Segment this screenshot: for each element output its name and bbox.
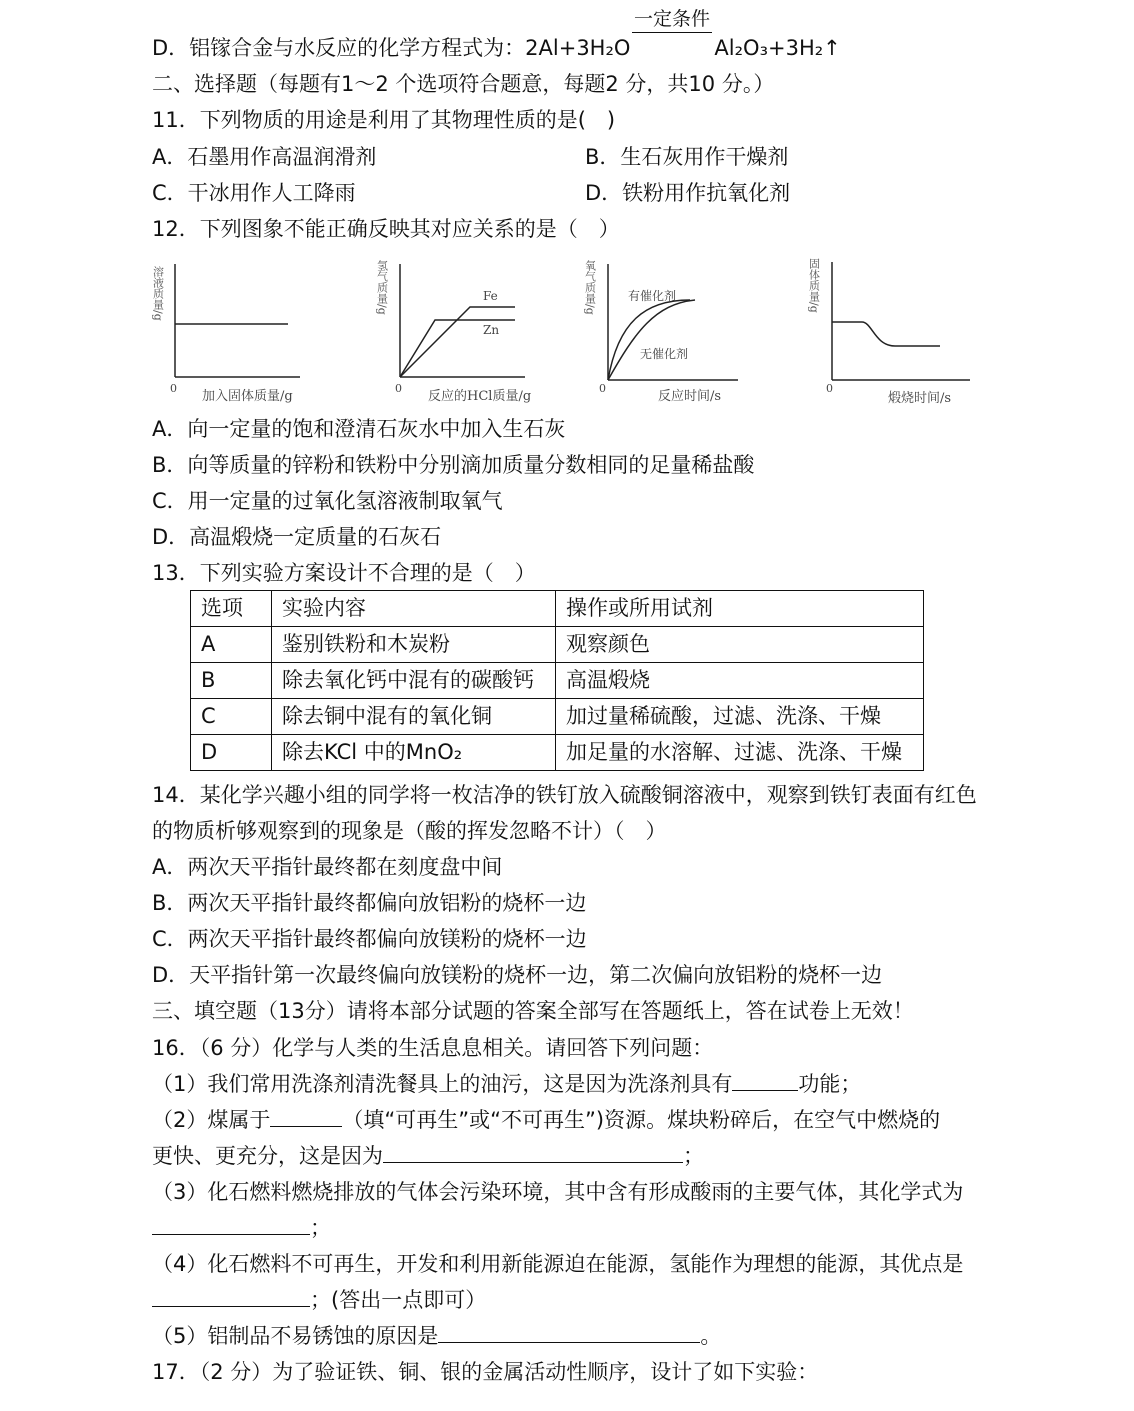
q16-2-text-cont: 更快、更充分，这是因为 bbox=[152, 1144, 383, 1168]
graph-b-ylabel: 氢气质量/g bbox=[375, 260, 389, 315]
table-cell: 鉴别铁粉和木炭粉 bbox=[272, 627, 556, 663]
graph-b-fe-line bbox=[400, 307, 515, 377]
graph-a-xlabel: 加入固体质量/g bbox=[202, 389, 293, 404]
graph-c-catalyst-label: 有催化剂 bbox=[628, 289, 677, 303]
q16-1-text: （1）我们常用洗涤剂清洗餐具上的油污，这是因为洗涤剂具有 bbox=[152, 1072, 733, 1096]
graph-b-xlabel: 反应的HCl质量/g bbox=[428, 389, 532, 404]
table-header-cell: 选项 bbox=[191, 591, 272, 627]
table-row bbox=[191, 663, 924, 699]
graph-d-origin: 0 bbox=[826, 382, 833, 395]
q16-part-2 bbox=[152, 1106, 940, 1134]
q14-option-b: B．两次天平指针最终都偏向放铝粉的烧杯一边 bbox=[152, 891, 587, 915]
answer-blank[interactable] bbox=[152, 1214, 310, 1235]
table-cell: 除去氧化钙中混有的碳酸钙 bbox=[272, 663, 556, 699]
q16-part-4: （4）化石燃料不可再生，开发和利用新能源迫在能源，氢能作为理想的能源，其优点是 bbox=[152, 1252, 964, 1276]
q13-table bbox=[190, 590, 924, 771]
q16-part-3-answer bbox=[152, 1214, 331, 1242]
table-cell: D bbox=[191, 735, 272, 771]
table-cell: B bbox=[191, 663, 272, 699]
table-cell: 除去KCl 中的MnO₂ bbox=[272, 735, 556, 771]
reaction-condition: 一定条件 bbox=[632, 6, 712, 33]
table-cell: 除去铜中混有的氧化铜 bbox=[272, 699, 556, 735]
graph-d bbox=[808, 258, 971, 406]
graph-c-ylabel: 氧气质量/g bbox=[583, 260, 597, 315]
question-11: 11．下列物质的用途是利用了其物理性质的是( ) bbox=[152, 108, 616, 132]
question-17: 17．（2 分）为了验证铁、铜、银的金属活动性顺序，设计了如下实验： bbox=[152, 1360, 819, 1384]
q11-option-b: B．生石灰用作干燥剂 bbox=[585, 145, 789, 169]
question-12: 12．下列图象不能正确反映其对应关系的是（ ） bbox=[152, 217, 620, 241]
q14-option-c: C．两次天平指针最终都偏向放镁粉的烧杯一边 bbox=[152, 927, 587, 951]
answer-blank[interactable] bbox=[383, 1142, 683, 1163]
q12-option-a: A．向一定量的饱和澄清石灰水中加入生石灰 bbox=[152, 417, 566, 441]
question-14-cont: 的物质析够观察到的现象是（酸的挥发忽略不计）（ ） bbox=[152, 819, 667, 843]
table-header-cell: 操作或所用试剂 bbox=[556, 591, 924, 627]
graph-d-curve bbox=[832, 322, 940, 346]
q16-2-text-end: ； bbox=[683, 1144, 704, 1168]
q12-option-d: D．高温煅烧一定质量的石灰石 bbox=[152, 525, 442, 549]
table-cell: 加过量稀硫酸，过滤、洗涤、干燥 bbox=[556, 699, 924, 735]
graph-b-origin: 0 bbox=[395, 382, 402, 395]
graph-c-origin: 0 bbox=[599, 382, 606, 395]
graph-a-origin: 0 bbox=[170, 382, 177, 395]
graph-b-fe-label: Fe bbox=[483, 289, 498, 303]
graph-c-catalyst-curve bbox=[608, 300, 690, 380]
section-heading-2: 二、选择题（每题有1～2 个选项符合题意，每题2 分，共10 分。） bbox=[152, 72, 775, 96]
q14-option-d: D．天平指针第一次最终偏向放镁粉的烧杯一边，第二次偏向放铝粉的烧杯一边 bbox=[152, 963, 883, 987]
table-row bbox=[191, 699, 924, 735]
table-row bbox=[191, 627, 924, 663]
table-cell: 观察颜色 bbox=[556, 627, 924, 663]
q16-3-text-end: ； bbox=[310, 1216, 331, 1240]
table-cell: 高温煅烧 bbox=[556, 663, 924, 699]
graph-a-ylabel: 溶液质量/g bbox=[151, 266, 165, 321]
graph-c-no-catalyst-label: 无催化剂 bbox=[640, 347, 689, 361]
answer-blank[interactable] bbox=[438, 1322, 700, 1343]
q16-part-1 bbox=[152, 1070, 861, 1098]
graph-a bbox=[152, 264, 301, 404]
table-cell: C bbox=[191, 699, 272, 735]
q12-graphs bbox=[150, 252, 980, 412]
graph-d-ylabel: 固体质量/g bbox=[807, 258, 821, 313]
question-13: 13．下列实验方案设计不合理的是（ ） bbox=[152, 561, 536, 585]
answer-blank[interactable] bbox=[270, 1106, 342, 1127]
section-heading-3: 三、填空题（13分）请将本部分试题的答案全部写在答题纸上，答在试卷上无效！ bbox=[152, 999, 914, 1023]
table-header-cell: 实验内容 bbox=[272, 591, 556, 627]
q16-part-4-answer bbox=[152, 1286, 486, 1314]
answer-blank[interactable] bbox=[732, 1070, 798, 1091]
option-d-equation: D．铝镓合金与水反应的化学方程式为：2Al+3H₂O Al₂O₃+3H₂↑ bbox=[152, 36, 841, 60]
answer-blank[interactable] bbox=[152, 1286, 310, 1307]
question-14: 14．某化学兴趣小组的同学将一枚洁净的铁钉放入硫酸铜溶液中，观察到铁钉表面有红色 bbox=[152, 783, 977, 807]
q16-part-3: （3）化石燃料燃烧排放的气体会污染环境，其中含有形成酸雨的主要气体，其化学式为 bbox=[152, 1180, 964, 1204]
q12-option-c: C．用一定量的过氧化氢溶液制取氧气 bbox=[152, 489, 503, 513]
table-row bbox=[191, 735, 924, 771]
q14-option-a: A．两次天平指针最终都在刻度盘中间 bbox=[152, 855, 503, 879]
question-16: 16．（6 分）化学与人类的生活息息相关。请回答下列问题： bbox=[152, 1036, 714, 1060]
graph-c-no-catalyst-curve bbox=[608, 300, 695, 380]
graph-c bbox=[584, 259, 739, 404]
q12-option-b: B．向等质量的锌粉和铁粉中分别滴加质量分数相同的足量稀盐酸 bbox=[152, 453, 755, 477]
q11-option-c: C．干冰用作人工降雨 bbox=[152, 181, 356, 205]
q16-2-text: （2）煤属于 bbox=[152, 1108, 271, 1132]
table-cell: A bbox=[191, 627, 272, 663]
q16-2-text-mid: （填“可再生”或“不可再生”)资源。煤块粉碎后，在空气中燃烧的 bbox=[342, 1108, 941, 1132]
q16-4-text-end: ；(答出一点即可） bbox=[310, 1288, 487, 1312]
graph-b-zn-label: Zn bbox=[483, 323, 500, 337]
table-cell: 加足量的水溶解、过滤、洗涤、干燥 bbox=[556, 735, 924, 771]
graph-b bbox=[376, 259, 532, 404]
graph-c-xlabel: 反应时间/s bbox=[658, 389, 722, 404]
q16-5-text: （5）铝制品不易锈蚀的原因是 bbox=[152, 1324, 439, 1348]
q16-5-text-end: 。 bbox=[700, 1324, 722, 1348]
table-header-row bbox=[191, 591, 924, 627]
graph-d-xlabel: 煅烧时间/s bbox=[888, 391, 952, 406]
q11-option-a: A．石墨用作高温润滑剂 bbox=[152, 145, 377, 169]
q16-part-2-cont bbox=[152, 1142, 704, 1170]
q16-part-5 bbox=[152, 1322, 721, 1350]
q11-option-d: D．铁粉用作抗氧化剂 bbox=[585, 181, 791, 205]
q16-1-text-end: 功能； bbox=[798, 1072, 862, 1096]
